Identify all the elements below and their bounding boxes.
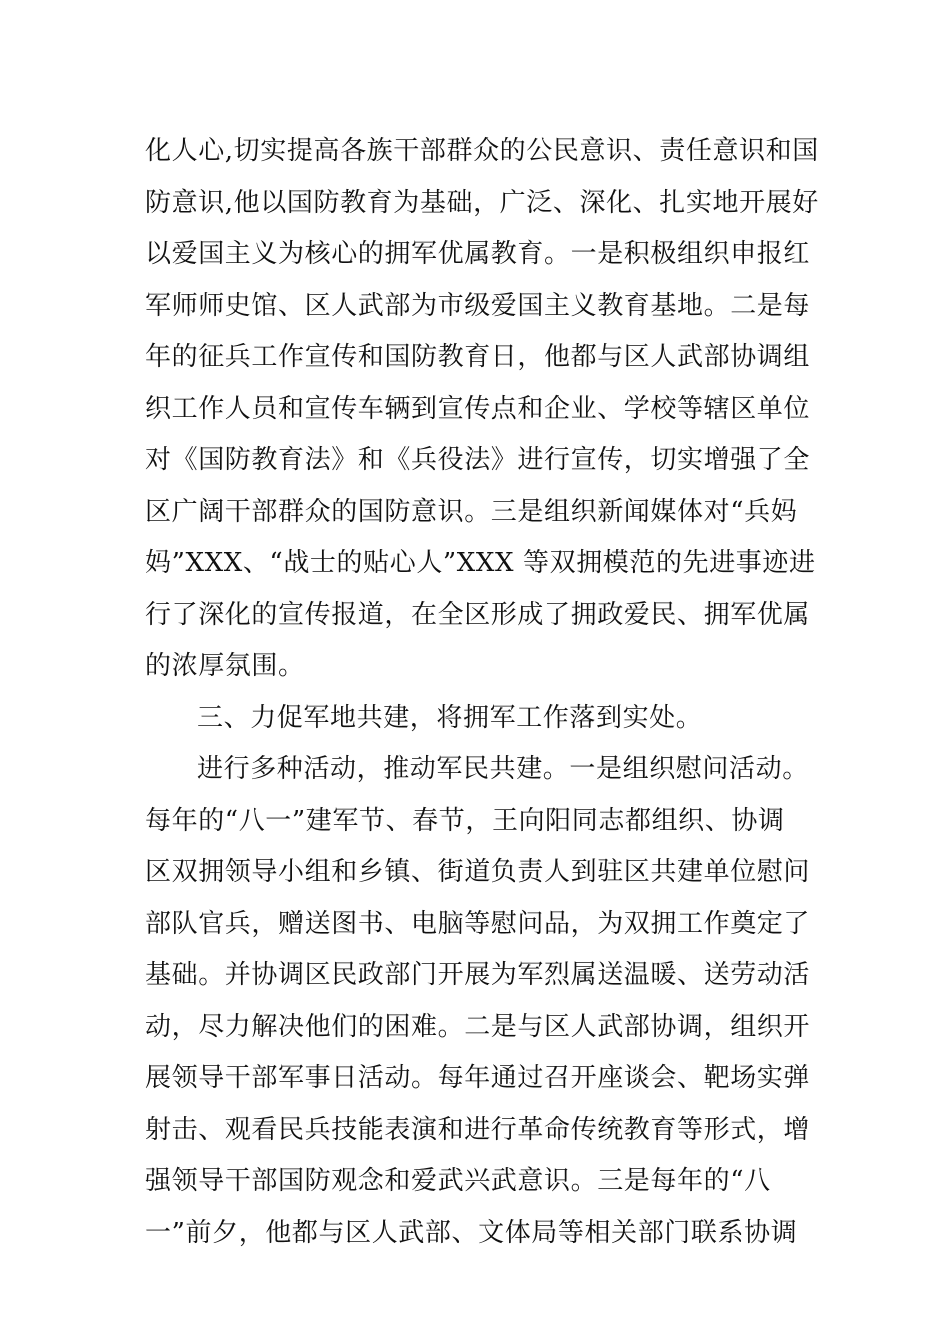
text-line: 部队官兵，赠送图书、电脑等慰问品，为双拥工作奠定了 bbox=[145, 908, 811, 939]
text-line: 每年的“八一”建军节、春节，王向阳同志都组织、协调 bbox=[145, 805, 785, 836]
text-line: 军师师史馆、区人武部为市级爱国主义教育基地。二是每 bbox=[145, 290, 811, 321]
text-line: 防意识,他以国防教育为基础，广泛、深化、扎实地开展好 bbox=[145, 187, 819, 218]
text-line: 展领导干部军事日活动。每年通过召开座谈会、靶场实弹 bbox=[145, 1063, 811, 1093]
text-line: 基础。并协调区民政部门开展为军烈属送温暖、送劳动活 bbox=[145, 960, 811, 990]
text-line: 的浓厚氛围。 bbox=[145, 651, 305, 681]
text-line: 妈”XXX、“战士的贴心人”XXX 等双拥模范的先进事迹进 bbox=[145, 548, 816, 578]
text-line: 织工作人员和宣传车辆到宣传点和企业、学校等辖区单位 bbox=[145, 393, 811, 424]
text-line: 区双拥领导小组和乡镇、街道负责人到驻区共建单位慰问 bbox=[145, 857, 811, 887]
text-line: 射击、观看民兵技能表演和进行革命传统教育等形式，增 bbox=[145, 1114, 811, 1145]
text-line: 对《国防教育法》和《兵役法》进行宣传，切实增强了全 bbox=[145, 445, 811, 475]
text-line: 强领导干部国防观念和爱武兴武意识。三是每年的“八 bbox=[145, 1166, 771, 1196]
section-heading: 三、力促军地共建，将拥军工作落到实处。 bbox=[197, 702, 703, 733]
text-line: 以爱国主义为核心的拥军优属教育。一是积极组织申报红 bbox=[145, 239, 811, 269]
text-line: 年的征兵工作宣传和国防教育日，他都与区人武部协调组 bbox=[145, 342, 811, 372]
text-line: 一”前夕，他都与区人武部、文体局等相关部门联系协调 bbox=[145, 1217, 798, 1248]
text-line: 动，尽力解决他们的困难。二是与区人武部协调，组织开 bbox=[145, 1011, 811, 1042]
text-line: 区广阔干部群众的国防意识。三是组织新闻媒体对“兵妈 bbox=[145, 496, 798, 527]
body-text bbox=[145, 126, 819, 1259]
text-line: 行了深化的宣传报道，在全区形成了拥政爱民、拥军优属 bbox=[145, 599, 811, 630]
paragraph-first-line: 进行多种活动，推动军民共建。一是组织慰问活动。 bbox=[197, 754, 809, 784]
text-line: 化人心,切实提高各族干部群众的公民意识、责任意识和国 bbox=[145, 136, 819, 166]
